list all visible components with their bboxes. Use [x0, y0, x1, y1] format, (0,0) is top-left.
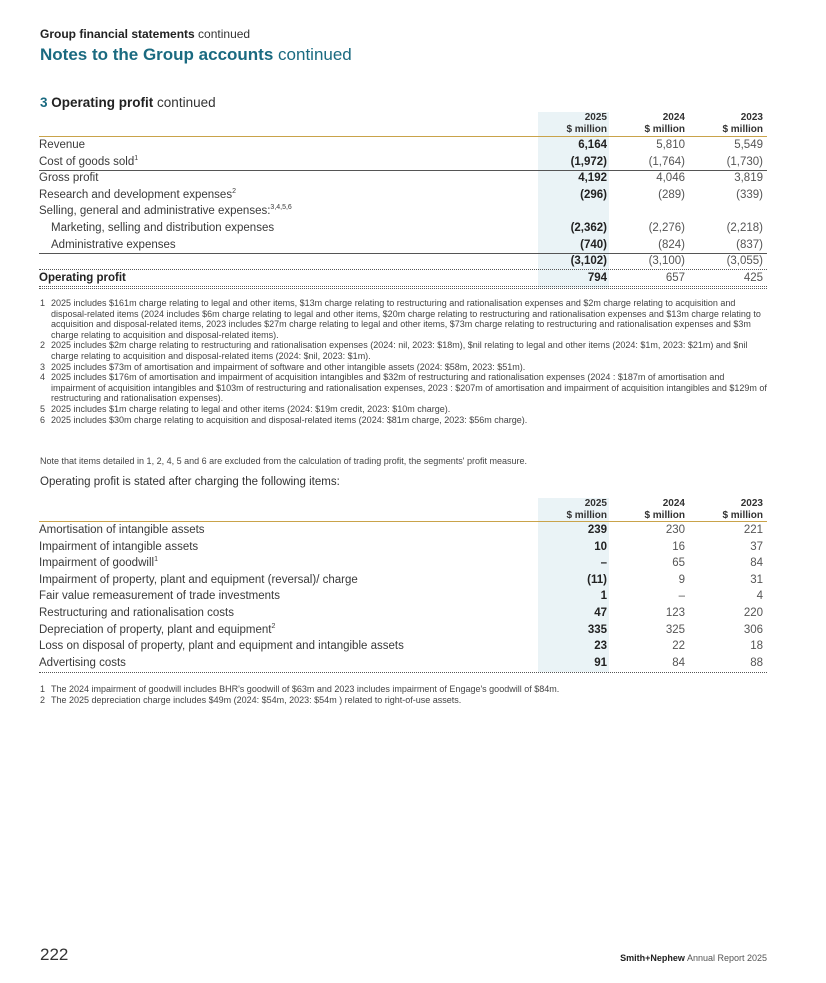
cell-2023: 5,549 — [734, 139, 763, 151]
cell-2025: 91 — [594, 656, 607, 669]
row-label: Gross profit — [39, 172, 99, 185]
row-label: Fair value remeasurement of trade investments — [39, 590, 280, 603]
cell-2025: (3,102) — [570, 255, 607, 268]
table-row — [39, 572, 767, 588]
table-row — [39, 237, 767, 253]
cell-2024: 84 — [672, 656, 685, 669]
table-row — [39, 170, 767, 186]
cell-2025: (296) — [580, 188, 607, 201]
cell-2024: 657 — [665, 271, 685, 284]
row-label: Selling, general and administrative expenses:$^{3,4,5,6}$ — [39, 204, 292, 218]
col-2023: 2023 $ million — [722, 498, 763, 521]
col-2024: 2024 $ million — [644, 112, 685, 135]
footnote: 2 2025 includes $2m charge relating to restructuring and rationalisation expenses (2024: nil, 2023: $18m), $nil relating to legal and other items (2024: $1m, 2023: $21m) and $nil charge relating to acquisition and disposal-related items (2024: $nil, 2023: $1m). — [40, 340, 748, 361]
cell-2023: 306 — [743, 623, 763, 636]
row-label: Research and development expenses$^2$ — [39, 187, 236, 201]
cell-2025: 1 — [600, 590, 607, 603]
table-row — [39, 220, 767, 236]
cell-2025: (11) — [587, 573, 607, 586]
cell-2024: 230 — [665, 524, 685, 536]
row-label: Restructuring and rationalisation costs — [39, 607, 234, 619]
cell-2025: (2,362) — [570, 222, 607, 234]
row-label: Advertising costs — [39, 656, 126, 669]
cell-2025: 239 — [587, 524, 607, 536]
footnote: 5 2025 includes $1m charge relating to legal and other items (2024: $19m credit, 2023: $10m charge). — [40, 403, 451, 414]
cell-2025: – — [600, 557, 607, 570]
cell-2023: 3,819 — [734, 172, 763, 185]
row-label: Operating profit — [39, 271, 126, 284]
row-label: Revenue — [39, 139, 86, 151]
cell-2025: 335 — [587, 623, 607, 636]
charges-table — [39, 498, 767, 676]
row-label: Administrative expenses — [51, 238, 176, 251]
footnote: 2 The 2025 depreciation charge includes $49m (2024: $54m, 2023: $54m ) related to right-of-use assets. — [40, 694, 462, 705]
cell-2024: (824) — [658, 238, 685, 251]
cell-2025: 4,192 — [578, 172, 607, 185]
col-2024: 2024 $ million — [644, 498, 685, 521]
cell-2025: 6,164 — [578, 139, 607, 151]
cell-2024: 123 — [665, 607, 685, 619]
cell-2023: 84 — [750, 557, 763, 570]
cell-2024: 65 — [672, 557, 685, 570]
cell-2023: 425 — [743, 271, 763, 284]
table2-intro: Operating profit is stated after charging the following items: — [40, 476, 340, 488]
table-row — [39, 203, 767, 219]
cell-2025: 794 — [587, 271, 607, 284]
table-row — [39, 253, 767, 269]
row-label: Impairment of property, plant and equipment (reversal)/ charge — [39, 573, 358, 586]
table-row — [39, 270, 767, 286]
table-row — [39, 522, 767, 538]
cell-2023: (339) — [736, 188, 763, 201]
col-2025: 2025 $ million — [566, 112, 607, 135]
section-title: 3 Operating profit continued — [40, 95, 216, 110]
cell-2024: 4,046 — [656, 172, 685, 185]
row-label: Impairment of intangible assets — [39, 540, 199, 553]
cell-2025: 47 — [594, 607, 607, 619]
cell-2024: (289) — [658, 188, 685, 201]
footnote: 4 2025 includes $176m of amortisation and impairment of acquisition intangibles and $32m of restructuring and rationalisation expenses (2024 : $187m of amortisation and impairment of acquisition intangibles and $103m of restructuring and rationalisation expenses, 2023 : $207m of amortisation and impairment of acquisition intangibles and $129m of restructuring and rationalisation expenses). — [40, 372, 767, 404]
cell-2023: (1,730) — [726, 155, 763, 168]
cell-2023: 221 — [743, 524, 763, 536]
cell-2023: 220 — [743, 607, 763, 619]
table1-footnotes — [40, 298, 770, 425]
row-label: Impairment of goodwill$^1$ — [39, 556, 158, 570]
cell-2024: 9 — [678, 573, 685, 586]
table-row — [39, 622, 767, 638]
footnote: 1 2025 includes $161m charge relating to legal and other items, $13m charge relating to restructuring and rationalisation expenses and $2m charge relating to acquisition and disposal-related items (2024 includes $6m charge relating to legal and other items, $20m charge relating to restructuring and rationalisation expenses and $13m charge relating to acquisition and disposal-related items, 2023 includes $27m charge relating to legal and other items, $73m charge relating to restructuring and rationalisation expenses and $3m charge relating to acquisition and disposal-related items). — [40, 298, 761, 340]
operating-profit-table — [39, 112, 767, 292]
row-label: Loss on disposal of property, plant and equipment and intangible assets — [39, 640, 404, 653]
footer-brand: Smith+Nephew Annual Report 2025 — [620, 953, 767, 963]
cell-2023: (2,218) — [726, 222, 763, 234]
page-title: Notes to the Group accounts continued — [40, 45, 352, 64]
row-label: Cost of goods sold$^1$ — [39, 154, 139, 168]
col-2023: 2023 $ million — [722, 112, 763, 135]
cell-2024: (3,100) — [648, 255, 685, 268]
cell-2025: 10 — [594, 540, 607, 553]
table-row — [39, 187, 767, 203]
cell-2023: (837) — [736, 238, 763, 251]
cell-2024: 16 — [672, 540, 685, 553]
table2-footnotes — [40, 684, 770, 705]
table-row — [39, 655, 767, 671]
cell-2024: – — [678, 590, 685, 603]
table-row — [39, 555, 767, 571]
cell-2025: (1,972) — [570, 155, 607, 168]
cell-2023: 18 — [750, 640, 763, 653]
footnote: 6 2025 includes $30m charge relating to acquisition and disposal-related items (2024: $81m charge, 2023: $56m charge). — [40, 414, 528, 425]
cell-2023: 88 — [750, 656, 763, 669]
footnote: 1 The 2024 impairment of goodwill includes BHR's goodwill of $63m and 2023 includes impairment of Engage's goodwill of $84m. — [40, 684, 560, 694]
cell-2023: 4 — [756, 590, 763, 603]
table-row — [39, 605, 767, 621]
row-label: Amortisation of intangible assets — [39, 524, 205, 536]
running-header: Group financial statements continued — [40, 27, 251, 41]
row-label: Marketing, selling and distribution expenses — [51, 222, 275, 234]
col-2025: 2025 $ million — [566, 498, 607, 521]
cell-2023: (3,055) — [726, 255, 763, 268]
cell-2024: 5,810 — [656, 139, 685, 151]
trading-profit-note: Note that items detailed in 1, 2, 4, 5 and 6 are excluded from the calculation of trading profit, the segments' profit measure. — [40, 456, 527, 466]
cell-2023: 37 — [750, 540, 763, 553]
table-row — [39, 154, 767, 170]
table-row — [39, 539, 767, 555]
table-row — [39, 137, 767, 153]
cell-2024: 22 — [672, 640, 685, 653]
table-row — [39, 638, 767, 654]
table-row — [39, 588, 767, 604]
cell-2023: 31 — [750, 573, 763, 586]
cell-2024: 325 — [665, 623, 685, 636]
cell-2024: (2,276) — [648, 222, 685, 234]
cell-2024: (1,764) — [648, 155, 685, 168]
footnote: 3 2025 includes $73m of amortisation and impairment of software and other intangible assets (2024: $58m, 2023: $51m). — [40, 361, 526, 372]
page-number: 222 — [40, 945, 69, 964]
row-label: Depreciation of property, plant and equipment$^2$ — [39, 622, 276, 636]
cell-2025: (740) — [580, 238, 607, 251]
cell-2025: 23 — [594, 640, 607, 653]
